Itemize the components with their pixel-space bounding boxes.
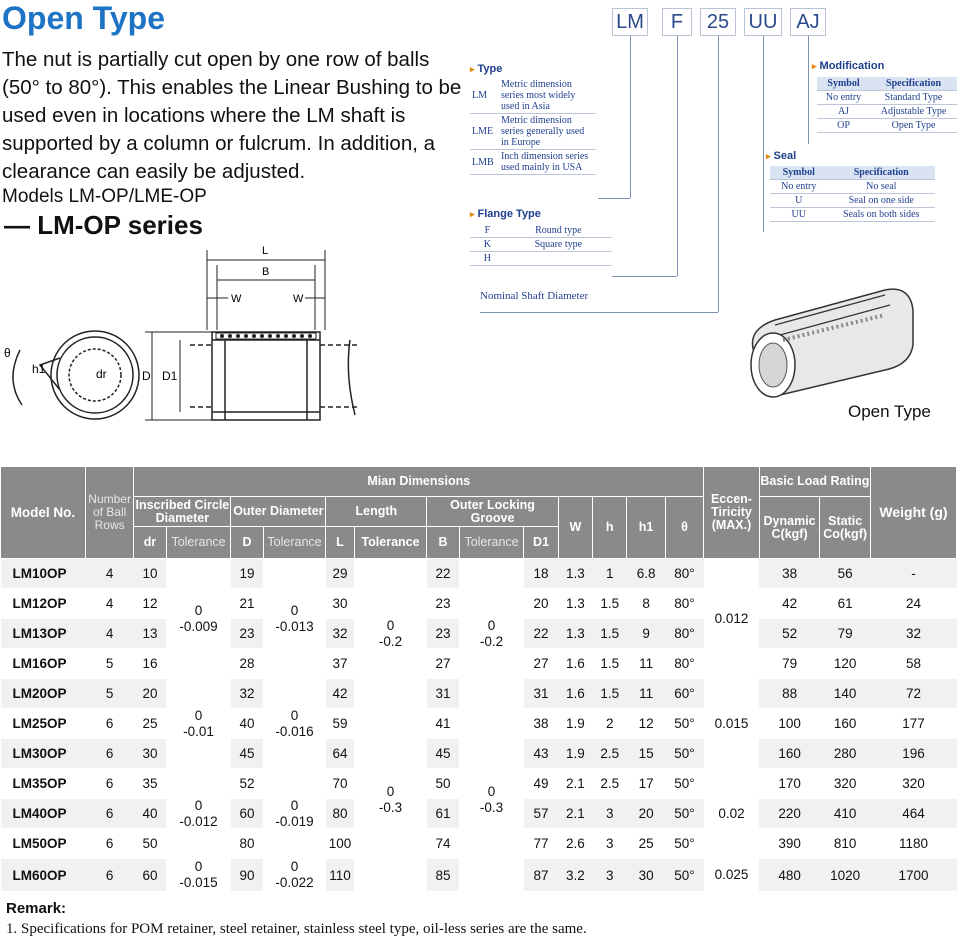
connector-flange-h	[612, 276, 677, 277]
D1-value: 49	[524, 769, 558, 799]
B-tolerance	[459, 709, 524, 892]
static-load: 1020	[820, 859, 871, 892]
subheader-D: D	[231, 527, 263, 559]
B-value: 74	[427, 829, 459, 859]
theta-value: 80°	[665, 589, 703, 619]
theta-value: 50°	[665, 829, 703, 859]
header-inscribed-circle: Inscribed Circle Diameter	[135, 497, 230, 525]
type-text: Inch dimension series used mainly in USA	[498, 150, 596, 175]
D-value: 28	[231, 649, 263, 679]
B-value: 61	[427, 799, 459, 829]
weight-value: 464	[870, 799, 956, 829]
D-value: 23	[231, 619, 263, 649]
L-value: 59	[326, 709, 354, 739]
D1-value: 38	[524, 709, 558, 739]
modification-title: ▸ Modification	[812, 60, 884, 72]
ball-rows: 6	[85, 709, 134, 739]
nominal-label: Nominal Shaft Diameter	[480, 290, 589, 302]
tolerance-upper: 0	[194, 859, 203, 874]
dr-value: 16	[134, 649, 166, 679]
D1-value: 77	[524, 829, 558, 859]
D-value: 19	[231, 559, 263, 589]
ball-rows: 6	[85, 829, 134, 859]
tolerance-lower: -0.3	[479, 800, 504, 815]
subheader-B: B	[427, 527, 459, 559]
flange-code: K	[470, 238, 505, 252]
tolerance-lower: -0.022	[275, 875, 314, 890]
L-value: 37	[326, 649, 354, 679]
dynamic-load: 160	[759, 739, 820, 769]
flange-title: ▸ Flange Type	[470, 208, 541, 220]
h1-value: 12	[627, 709, 665, 739]
theta-value: 50°	[665, 859, 703, 892]
h1-value: 17	[627, 769, 665, 799]
seal-title: ▸ Seal	[766, 150, 796, 162]
dr-value: 12	[134, 589, 166, 619]
weight-value: 32	[870, 619, 956, 649]
dr-tolerance	[166, 559, 231, 679]
h1-value: 9	[627, 619, 665, 649]
dr-tolerance	[166, 859, 231, 892]
ball-rows: 4	[85, 589, 134, 619]
mod-symbol: No entry	[817, 91, 870, 105]
static-load: 79	[820, 619, 871, 649]
tolerance-upper: 0	[194, 797, 203, 813]
B-value: 23	[427, 619, 459, 649]
W-value: 1.3	[558, 619, 592, 649]
tolerance-lower: -0.012	[179, 813, 218, 829]
seal-symbol: No entry	[770, 180, 828, 194]
W-value: 2.1	[558, 769, 592, 799]
ball-rows: 6	[85, 739, 134, 769]
D1-value: 20	[524, 589, 558, 619]
L-value: 100	[326, 829, 354, 859]
tolerance-upper: 0	[290, 707, 299, 723]
tolerance-upper: 0	[194, 707, 203, 723]
seal-symbol: UU	[770, 208, 828, 222]
connector-flange	[677, 36, 678, 276]
L-value: 70	[326, 769, 354, 799]
h1-label: h1	[32, 362, 46, 376]
type-code: LMB	[470, 150, 498, 175]
modification-table	[817, 77, 957, 133]
B-value: 22	[427, 559, 459, 589]
h-value: 1.5	[593, 649, 627, 679]
dim-W-right: W	[293, 293, 304, 305]
theta-value: 60°	[665, 679, 703, 709]
tolerance-lower: -0.2	[479, 633, 504, 649]
dim-D1: D1	[162, 369, 178, 383]
dynamic-load: 88	[759, 679, 820, 709]
ball-rows: 6	[85, 769, 134, 799]
dr-value: 13	[134, 619, 166, 649]
dr-value: 40	[134, 799, 166, 829]
dr-value: 35	[134, 769, 166, 799]
tolerance-lower: -0.3	[378, 800, 403, 815]
h-value: 1.5	[593, 619, 627, 649]
tolerance-lower: -0.013	[275, 618, 314, 634]
B-tolerance	[459, 559, 524, 709]
eccentricity-value: 0.015	[704, 679, 760, 769]
D1-value: 87	[524, 859, 558, 892]
header-outer-diameter: Outer Diameter	[231, 497, 326, 527]
tolerance-upper: 0	[290, 602, 299, 618]
weight-value: 196	[870, 739, 956, 769]
subheader-dr: dr	[134, 527, 166, 559]
connector-size	[718, 36, 719, 312]
subheader-tolerance: Tolerance	[459, 527, 524, 559]
D-tolerance	[263, 679, 326, 769]
header-theta: θ	[665, 497, 703, 559]
dim-D: D	[142, 369, 151, 383]
header-length: Length	[326, 497, 427, 527]
B-value: 85	[427, 859, 459, 892]
h-value: 2	[593, 709, 627, 739]
B-value: 23	[427, 589, 459, 619]
type-code: LM	[470, 78, 498, 114]
L-value: 64	[326, 739, 354, 769]
L-value: 80	[326, 799, 354, 829]
B-value: 27	[427, 649, 459, 679]
model-number: LM13OP	[1, 619, 86, 649]
L-value: 42	[326, 679, 354, 709]
W-value: 1.6	[558, 679, 592, 709]
dr-value: 20	[134, 679, 166, 709]
header-main-dimensions: Mian Dimensions	[134, 467, 704, 497]
dr-value: 25	[134, 709, 166, 739]
header-dynamic: Dynamic C(kgf)	[759, 497, 820, 559]
weight-value: 58	[870, 649, 956, 679]
dynamic-load: 79	[759, 649, 820, 679]
W-value: 1.9	[558, 739, 592, 769]
theta-value: 80°	[665, 619, 703, 649]
tolerance-lower: -0.01	[183, 723, 214, 739]
weight-value: 24	[870, 589, 956, 619]
D-value: 60	[231, 799, 263, 829]
model-number: LM40OP	[1, 799, 86, 829]
W-value: 3.2	[558, 859, 592, 892]
h1-value: 15	[627, 739, 665, 769]
flange-text: Round type	[505, 224, 612, 238]
h1-value: 30	[627, 859, 665, 892]
D-tolerance	[263, 859, 326, 892]
W-value: 1.3	[558, 589, 592, 619]
ball-rows: 4	[85, 619, 134, 649]
D-value: 45	[231, 739, 263, 769]
h1-value: 8	[627, 589, 665, 619]
mod-symbol: OP	[817, 119, 870, 133]
W-value: 1.3	[558, 559, 592, 589]
flange-text: Square type	[505, 238, 612, 252]
weight-value: 1180	[870, 829, 956, 859]
seal-table	[770, 166, 935, 222]
seal-symbol: U	[770, 194, 828, 208]
theta-value: 50°	[665, 769, 703, 799]
type-table	[470, 78, 596, 175]
eccentricity-value: 0.012	[704, 559, 760, 679]
tolerance-upper: 0	[194, 602, 203, 618]
header-model: Model No.	[1, 467, 86, 559]
dr-label: dr	[96, 367, 107, 381]
tolerance-lower: -0.019	[275, 813, 314, 829]
subheader-tolerance: Tolerance	[263, 527, 326, 559]
connector-mod	[808, 36, 809, 144]
weight-value: 320	[870, 769, 956, 799]
model-number: LM50OP	[1, 829, 86, 859]
dynamic-load: 170	[759, 769, 820, 799]
tolerance-upper: 0	[386, 617, 395, 633]
static-load: 410	[820, 799, 871, 829]
dr-value: 10	[134, 559, 166, 589]
L-value: 32	[326, 619, 354, 649]
tolerance-lower: -0.016	[275, 723, 314, 739]
tolerance-upper: 0	[290, 797, 299, 813]
tolerance-lower: -0.015	[179, 875, 218, 890]
connector-lm-h	[598, 198, 630, 199]
theta-value: 80°	[665, 649, 703, 679]
D-tolerance	[263, 769, 326, 859]
L-value: 29	[326, 559, 354, 589]
remark-title: Remark:	[6, 900, 67, 917]
weight-value: 1700	[870, 859, 956, 892]
L-value: 30	[326, 589, 354, 619]
header-load-rating: Basic Load Rating	[759, 467, 870, 497]
D1-value: 43	[524, 739, 558, 769]
h-value: 2.5	[593, 769, 627, 799]
mod-symbol: AJ	[817, 105, 870, 119]
weight-value: 177	[870, 709, 956, 739]
dim-W-left: W	[231, 293, 242, 305]
D-value: 90	[231, 859, 263, 892]
type-text: Metric dimension series most widely used in Asia	[498, 78, 596, 114]
theta-label: θ	[4, 346, 11, 360]
dim-B: B	[262, 266, 270, 278]
tolerance-upper: 0	[386, 784, 395, 799]
D-value: 21	[231, 589, 263, 619]
tolerance-upper: 0	[487, 784, 496, 799]
connector-seal	[763, 36, 764, 232]
W-value: 2.1	[558, 799, 592, 829]
weight-value: 72	[870, 679, 956, 709]
flange-code: F	[470, 224, 505, 238]
static-load: 280	[820, 739, 871, 769]
static-load: 61	[820, 589, 871, 619]
h-value: 1	[593, 559, 627, 589]
dr-value: 60	[134, 859, 166, 892]
model-number: LM30OP	[1, 739, 86, 769]
header-h1: h1	[627, 497, 665, 559]
subheader-tolerance: Tolerance	[354, 527, 427, 559]
header-w: W	[558, 497, 592, 559]
dynamic-load: 480	[759, 859, 820, 892]
D1-value: 22	[524, 619, 558, 649]
seal-spec: Seal on one side	[828, 194, 936, 208]
theta-value: 50°	[665, 799, 703, 829]
B-value: 41	[427, 709, 459, 739]
dr-value: 50	[134, 829, 166, 859]
D-value: 40	[231, 709, 263, 739]
h-value: 3	[593, 829, 627, 859]
seal-spec: No seal	[828, 180, 936, 194]
D-value: 32	[231, 679, 263, 709]
header-outer-locking-groove: Outer Locking Groove	[427, 497, 558, 527]
flange-code: H	[470, 252, 505, 266]
type-text: Metric dimension series generally used in Europe	[498, 114, 596, 150]
bushing-drawing	[0, 240, 470, 440]
mod-header-spec: Specification	[870, 77, 957, 91]
side-view	[190, 332, 360, 420]
header-ball-rows: Number of Ball Rows	[85, 467, 134, 559]
static-load: 120	[820, 649, 871, 679]
dynamic-load: 52	[759, 619, 820, 649]
spec-table	[0, 466, 957, 892]
D-tolerance	[263, 559, 326, 679]
ball-rows: 4	[85, 559, 134, 589]
dynamic-load: 100	[759, 709, 820, 739]
theta-value: 50°	[665, 709, 703, 739]
model-number: LM16OP	[1, 649, 86, 679]
h1-value: 25	[627, 829, 665, 859]
theta-value: 50°	[665, 739, 703, 769]
dim-L: L	[262, 245, 269, 257]
models-label: Models LM-OP/LME-OP	[2, 186, 207, 207]
tolerance-lower: -0.009	[179, 618, 218, 634]
photo-caption: Open Type	[848, 402, 931, 421]
dynamic-load: 390	[759, 829, 820, 859]
open-type-bushing-illustration	[735, 285, 915, 405]
static-load: 810	[820, 829, 871, 859]
seal-header-symbol: Symbol	[770, 166, 828, 180]
dr-value: 30	[134, 739, 166, 769]
mod-spec: Open Type	[870, 119, 957, 133]
dynamic-load: 220	[759, 799, 820, 829]
flange-table	[470, 224, 612, 266]
W-value: 1.9	[558, 709, 592, 739]
dynamic-load: 42	[759, 589, 820, 619]
static-load: 140	[820, 679, 871, 709]
B-value: 50	[427, 769, 459, 799]
flange-text	[505, 252, 612, 266]
spec-table-body	[1, 559, 957, 892]
model-number: LM35OP	[1, 769, 86, 799]
mod-spec: Adjustable Type	[870, 105, 957, 119]
h1-value: 6.8	[627, 559, 665, 589]
dr-tolerance	[166, 769, 231, 859]
type-code: LME	[470, 114, 498, 150]
h-value: 3	[593, 799, 627, 829]
W-value: 2.6	[558, 829, 592, 859]
ball-rows: 6	[85, 859, 134, 892]
subheader-tolerance: Tolerance	[166, 527, 231, 559]
ball-rows: 5	[85, 679, 134, 709]
D1-value: 27	[524, 649, 558, 679]
mod-header-symbol: Symbol	[817, 77, 870, 91]
seal-header-spec: Specification	[828, 166, 936, 180]
header-static: Static Co(kgf)	[820, 497, 871, 559]
type-title: ▸ Type	[470, 63, 502, 75]
code-part-mod: AJ	[790, 8, 826, 36]
W-value: 1.6	[558, 649, 592, 679]
h1-value: 11	[627, 679, 665, 709]
D1-value: 57	[524, 799, 558, 829]
header-h: h	[593, 497, 627, 559]
weight-value: -	[870, 559, 956, 589]
header-weight: Weight (g)	[870, 467, 956, 559]
theta-value: 80°	[665, 559, 703, 589]
model-number: LM60OP	[1, 859, 86, 892]
code-part-size: 25	[700, 8, 736, 36]
B-value: 31	[427, 679, 459, 709]
static-load: 160	[820, 709, 871, 739]
h-value: 1.5	[593, 679, 627, 709]
tolerance-lower: -0.2	[378, 633, 403, 649]
series-heading: — LM-OP series	[4, 210, 203, 240]
h1-value: 20	[627, 799, 665, 829]
subheader-L: L	[326, 527, 354, 559]
eccentricity-value: 0.025	[704, 859, 760, 892]
model-number: LM20OP	[1, 679, 86, 709]
B-value: 45	[427, 739, 459, 769]
D1-value: 31	[524, 679, 558, 709]
L-tolerance	[354, 559, 427, 709]
D-value: 80	[231, 829, 263, 859]
h-value: 1.5	[593, 589, 627, 619]
D1-value: 18	[524, 559, 558, 589]
eccentricity-value: 0.02	[704, 769, 760, 859]
L-tolerance	[354, 709, 427, 892]
ball-rows: 5	[85, 649, 134, 679]
model-number: LM25OP	[1, 709, 86, 739]
static-load: 320	[820, 769, 871, 799]
h-value: 3	[593, 859, 627, 892]
tolerance-upper: 0	[487, 617, 496, 633]
subheader-D1: D1	[524, 527, 558, 559]
remark-line-1: 1. Specifications for POM retainer, steel retainer, stainless steel type, oil-less series are the same.	[6, 921, 587, 937]
page-title: Open Type	[2, 0, 165, 36]
table-row	[1, 559, 957, 589]
tolerance-upper: 0	[290, 859, 299, 874]
mod-spec: Standard Type	[870, 91, 957, 105]
description-text: The nut is partially cut open by one row of balls (50° to 80°). This enables the Linear Bushing to be used even in locations where the LM shaft is supported by a column or fulcrum. In addition, a clearance can easily be adjusted.	[2, 48, 462, 183]
table-row	[1, 709, 957, 739]
seal-spec: Seals on both sides	[828, 208, 936, 222]
h1-value: 11	[627, 649, 665, 679]
connector-lm	[630, 36, 631, 198]
dynamic-load: 38	[759, 559, 820, 589]
code-part-seal: UU	[744, 8, 782, 36]
D-value: 52	[231, 769, 263, 799]
code-part-lm: LM	[612, 8, 648, 36]
dr-tolerance	[166, 679, 231, 769]
code-part-flange: F	[662, 8, 692, 36]
model-number: LM12OP	[1, 589, 86, 619]
model-number: LM10OP	[1, 559, 86, 589]
L-value: 110	[326, 859, 354, 892]
connector-size-h	[480, 312, 718, 313]
ball-rows: 6	[85, 799, 134, 829]
h-value: 2.5	[593, 739, 627, 769]
static-load: 56	[820, 559, 871, 589]
header-eccentricity: Eccen-Tiricity (MAX.)	[704, 467, 760, 559]
